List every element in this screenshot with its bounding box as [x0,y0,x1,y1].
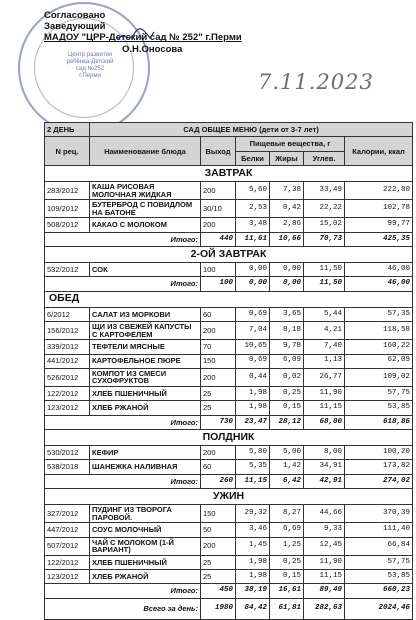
subtotal-row [45,277,413,291]
calories-value: 46,00 [345,262,413,276]
subtotal-carbs: 42,91 [304,474,345,488]
protein-value: 3,48 [236,218,270,232]
menu-item-row [45,505,413,523]
calories-value: 222,80 [345,182,413,200]
dish-output: 25 [201,401,236,415]
subtotal-protein: 11,15 [236,474,270,488]
menu-item-row [45,537,413,555]
fat-value: 0,25 [270,555,304,569]
grand-total-protein: 84,42 [236,598,270,619]
carbs-value: 1,13 [304,354,345,368]
carbs-value: 9,33 [304,523,345,537]
fat-value: 0,15 [270,570,304,584]
carbs-value: 44,66 [304,505,345,523]
carbs-value: 4,21 [304,322,345,340]
protein-value: 5,60 [236,182,270,200]
dish-output: 60 [201,307,236,321]
dish-name: БУТЕРБРОД С ПОВИДЛОМ НА БАТОНЕ [90,200,201,218]
dish-output: 200 [201,368,236,386]
recipe-number: 507/2012 [45,537,90,555]
section-row [45,166,413,182]
calories-value: 66,84 [345,537,413,555]
fat-value: 1,42 [270,460,304,474]
fat-value: 5,00 [270,446,304,460]
subtotal-calories: 660,23 [345,584,413,598]
subtotal-row [45,584,413,598]
dish-name: ТЕФТЕЛИ МЯСНЫЕ [90,340,201,354]
carbs-value: 11,90 [304,386,345,400]
fat-value: 0,42 [270,200,304,218]
calories-value: 109,02 [345,368,413,386]
protein-value: 0,69 [236,307,270,321]
section-title-second-breakfast: 2-ОЙ ЗАВТРАК [45,246,413,262]
carbs-value: 11,15 [304,401,345,415]
protein-value: 1,98 [236,570,270,584]
menu-item-row [45,322,413,340]
menu-item-row [45,570,413,584]
menu-item-row [45,460,413,474]
menu-table-body [45,123,413,620]
subtotal-label: Итого: [45,415,201,429]
dish-output: 200 [201,218,236,232]
section-row [45,430,413,446]
dish-name: КАКАО С МОЛОКОМ [90,218,201,232]
carbs-value: 34,91 [304,460,345,474]
subtotal-output: 730 [201,415,236,429]
subtotal-label: Итого: [45,232,201,246]
subtotal-output: 450 [201,584,236,598]
dish-output: 150 [201,505,236,523]
subtotal-protein: 38,19 [236,584,270,598]
subtotal-output: 260 [201,474,236,488]
recipe-number: 532/2012 [45,262,90,276]
approval-line-approved: Согласовано [44,10,106,21]
signature-scribble [116,26,156,46]
subtotal-carbs: 68,00 [304,415,345,429]
carbs-value: 33,49 [304,182,345,200]
recipe-number: 339/2012 [45,340,90,354]
dish-output: 25 [201,555,236,569]
grand-total-fat: 61,81 [270,598,304,619]
carbs-value: 15,02 [304,218,345,232]
col-calories: Калории, ккал [345,137,413,166]
dish-output: 70 [201,340,236,354]
dish-name: ХЛЕБ РЖАНОЙ [90,570,201,584]
carbs-value: 7,40 [304,340,345,354]
calories-value: 99,77 [345,218,413,232]
section-title-dinner: УЖИН [45,489,413,505]
dish-name: КАША РИСОВАЯ МОЛОЧНАЯ ЖИДКАЯ [90,182,201,200]
menu-item-row [45,182,413,200]
menu-item-row [45,354,413,368]
stamp-line: ребёнка-Детский [66,59,114,65]
carbs-value: 5,44 [304,307,345,321]
fat-value: 0,02 [270,368,304,386]
fat-value: 6,09 [270,354,304,368]
subtotal-calories: 425,35 [345,232,413,246]
carbs-value: 11,90 [304,555,345,569]
subtotal-row [45,232,413,246]
protein-value: 0,44 [236,368,270,386]
column-header-row [45,137,413,151]
dish-name: КАРТОФЕЛЬНОЕ ПЮРЕ [90,354,201,368]
section-row [45,291,413,307]
recipe-number: 508/2012 [45,218,90,232]
subtotal-carbs: 11,50 [304,277,345,291]
recipe-number: 441/2012 [45,354,90,368]
calories-value: 100,20 [345,446,413,460]
dish-output: 30/10 [201,200,236,218]
calories-value: 57,75 [345,555,413,569]
fat-value: 3,65 [270,307,304,321]
carbs-value: 8,00 [304,446,345,460]
subtotal-calories: 274,02 [345,474,413,488]
dish-name: ЩИ ИЗ СВЕЖЕЙ КАПУСТЫ С КАРТОФЕЛЕМ [90,322,201,340]
dish-name: ЧАЙ С МОЛОКОМ (1-Й ВАРИАНТ) [90,537,201,555]
subtotal-protein: 23,47 [236,415,270,429]
col-recipe-no: N рец. [45,137,90,166]
grand-total-row [45,598,413,619]
subtotal-protein: 0,00 [236,277,270,291]
dish-name: САЛАТ ИЗ МОРКОВИ [90,307,201,321]
recipe-number: 6/2012 [45,307,90,321]
dish-output: 200 [201,446,236,460]
fat-value: 1,25 [270,537,304,555]
menu-item-row [45,555,413,569]
subtotal-output: 100 [201,277,236,291]
protein-value: 0,69 [236,354,270,368]
dish-output: 150 [201,354,236,368]
protein-value: 1,98 [236,401,270,415]
stamp-line: Центр развития [67,52,113,58]
fat-value: 8,27 [270,505,304,523]
protein-value: 1,45 [236,537,270,555]
fat-value: 2,86 [270,218,304,232]
fat-value: 6,69 [270,523,304,537]
table-title-row [45,123,413,137]
protein-value: 1,98 [236,555,270,569]
carbs-value: 22,22 [304,200,345,218]
menu-item-row [45,523,413,537]
protein-value: 5,35 [236,460,270,474]
subtotal-calories: 46,00 [345,277,413,291]
calories-value: 118,58 [345,322,413,340]
fat-value: 0,00 [270,262,304,276]
dish-output: 200 [201,182,236,200]
protein-value: 29,32 [236,505,270,523]
dish-output: 25 [201,386,236,400]
col-dish-name: Наименование блюда [90,137,201,166]
fat-value: 8,18 [270,322,304,340]
subtotal-carbs: 70,73 [304,232,345,246]
col-nutrients: Пищевые вещества, г [236,137,345,151]
dish-name: СОУС МОЛОЧНЫЙ [90,523,201,537]
menu-item-row [45,200,413,218]
dish-output: 60 [201,460,236,474]
col-output: Выход [201,137,236,166]
col-protein: Белки [236,151,270,165]
dish-name: СОК [90,262,201,276]
calories-value: 53,85 [345,570,413,584]
subtotal-carbs: 89,49 [304,584,345,598]
menu-title: САД ОБЩЕЕ МЕНЮ (дети от 3-7 лет) [90,123,413,137]
col-carbs: Углев. [304,151,345,165]
dish-name: ШАНЕЖКА НАЛИВНАЯ [90,460,201,474]
recipe-number: 156/2012 [45,322,90,340]
grand-total-calories: 2024,46 [345,598,413,619]
menu-item-row [45,340,413,354]
protein-value: 2,53 [236,200,270,218]
section-title-breakfast: ЗАВТРАК [45,166,413,182]
recipe-number: 526/2012 [45,368,90,386]
section-title-lunch: ОБЕД [45,291,413,307]
dish-output: 25 [201,570,236,584]
subtotal-row [45,415,413,429]
carbs-value: 11,15 [304,570,345,584]
carbs-value: 12,45 [304,537,345,555]
protein-value: 10,65 [236,340,270,354]
recipe-number: 447/2012 [45,523,90,537]
subtotal-fat: 0,00 [270,277,304,291]
dish-name: ХЛЕБ ПШЕНИЧНЫЙ [90,386,201,400]
stamp-text [60,52,120,80]
grand-total-carbs: 282,63 [304,598,345,619]
recipe-number: 283/2012 [45,182,90,200]
menu-item-row [45,386,413,400]
fat-value: 9,78 [270,340,304,354]
menu-table [44,122,413,620]
fat-value: 7,38 [270,182,304,200]
stamp-line: сад №252 [76,66,104,72]
approval-line-position: Заведующий [44,21,106,33]
subtotal-fat: 6,42 [270,474,304,488]
subtotal-label: Итого: [45,277,201,291]
dish-output: 100 [201,262,236,276]
menu-item-row [45,401,413,415]
approval-line-institution: МАДОУ "ЦРР-Детский сад № 252" г.Перми [44,32,242,44]
recipe-number: 109/2012 [45,200,90,218]
carbs-value: 11,50 [304,262,345,276]
subtotal-calories: 618,86 [345,415,413,429]
calories-value: 111,40 [345,523,413,537]
calories-value: 370,39 [345,505,413,523]
calories-value: 62,09 [345,354,413,368]
subtotal-row [45,474,413,488]
protein-value: 0,00 [236,262,270,276]
protein-value: 1,98 [236,386,270,400]
dish-output: 200 [201,537,236,555]
dish-name: ПУДИНГ ИЗ ТВОРОГА ПАРОВОЙ. [90,505,201,523]
recipe-number: 122/2012 [45,386,90,400]
day-label: 2 ДЕНЬ [45,123,90,137]
protein-value: 3,46 [236,523,270,537]
calories-value: 57,35 [345,307,413,321]
protein-value: 7,04 [236,322,270,340]
grand-total-label: Всего за день: [45,598,201,619]
dish-name: ХЛЕБ РЖАНОЙ [90,401,201,415]
dish-name: ХЛЕБ ПШЕНИЧНЫЙ [90,555,201,569]
calories-value: 53,85 [345,401,413,415]
menu-item-row [45,368,413,386]
dish-name: КЕФИР [90,446,201,460]
recipe-number: 122/2012 [45,555,90,569]
subtotal-protein: 11,61 [236,232,270,246]
subtotal-label: Итого: [45,584,201,598]
dish-name: КОМПОТ ИЗ СМЕСИ СУХОФРУКТОВ [90,368,201,386]
subtotal-fat: 10,66 [270,232,304,246]
subtotal-label: Итого: [45,474,201,488]
stamp-line: г.Перми [79,73,101,79]
recipe-number: 538/2018 [45,460,90,474]
recipe-number: 327/2012 [45,505,90,523]
grand-total-output: 1980 [201,598,236,619]
menu-item-row [45,218,413,232]
section-title-snack: ПОЛДНИК [45,430,413,446]
section-row [45,246,413,262]
recipe-number: 530/2012 [45,446,90,460]
section-row [45,489,413,505]
calories-value: 173,82 [345,460,413,474]
fat-value: 0,15 [270,401,304,415]
subtotal-fat: 28,12 [270,415,304,429]
calories-value: 57,75 [345,386,413,400]
handwritten-date: 7.11.2023 [258,70,374,94]
fat-value: 0,25 [270,386,304,400]
carbs-value: 26,77 [304,368,345,386]
col-fat: Жиры [270,151,304,165]
calories-value: 160,22 [345,340,413,354]
approval-line-signatory: О.Н.Оносова [122,43,183,55]
menu-item-row [45,446,413,460]
dish-output: 50 [201,523,236,537]
protein-value: 5,80 [236,446,270,460]
subtotal-output: 440 [201,232,236,246]
subtotal-fat: 16,61 [270,584,304,598]
dish-output: 200 [201,322,236,340]
menu-item-row [45,262,413,276]
menu-item-row [45,307,413,321]
recipe-number: 123/2012 [45,570,90,584]
recipe-number: 123/2012 [45,401,90,415]
calories-value: 102,78 [345,200,413,218]
